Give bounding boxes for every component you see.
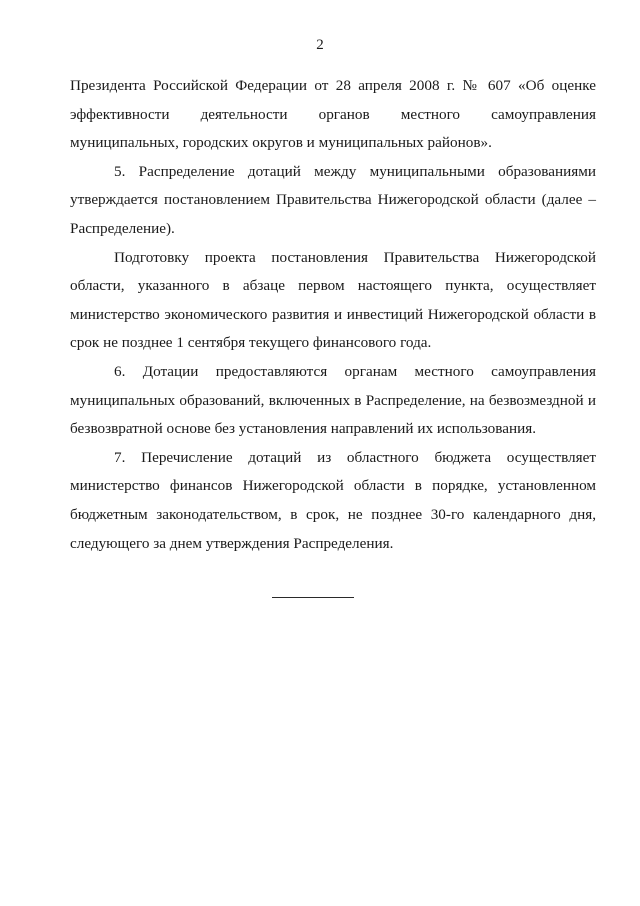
page-number: 2 — [316, 37, 324, 53]
paragraph-item-7: 7. Перечисление дотаций из областного бюджета осуществляет министерство финансов Нижегородской области в порядке, установленном бюджетным законодательством, в срок, не позднее 30-го календарного дня, следующего за днем утверждения Распределения. — [70, 448, 596, 552]
paragraph-continued: Президента Российской Федерации от 28 апреля 2008 г. № 607 «Об оценке эффективности деятельности органов местного самоуправления муниципальных, городских округов и муниципальных районов». — [70, 77, 596, 152]
paragraph-item-5-second: Подготовку проекта постановления Правительства Нижегородской области, указанного в абзаце первом настоящего пункта, осуществляет министерство экономического развития и инвестиций Нижегородской области в срок не позднее 1 сентября текущего финансового года. — [70, 248, 596, 352]
paragraph-item-6: 6. Дотации предоставляются органам местного самоуправления муниципальных образований, включенных в Распределение, на безвозмездной и безвозвратной основе без установления направлений их использования. — [70, 362, 596, 438]
end-of-text-divider — [70, 588, 596, 606]
blank-page-area — [70, 606, 596, 906]
document-body — [70, 72, 596, 906]
horizontal-rule — [272, 597, 354, 598]
paragraph-item-5: 5. Распределение дотаций между муниципальными образованиями утверждается постановлением Правительства Нижегородской области (далее – Распределение). — [70, 162, 596, 237]
